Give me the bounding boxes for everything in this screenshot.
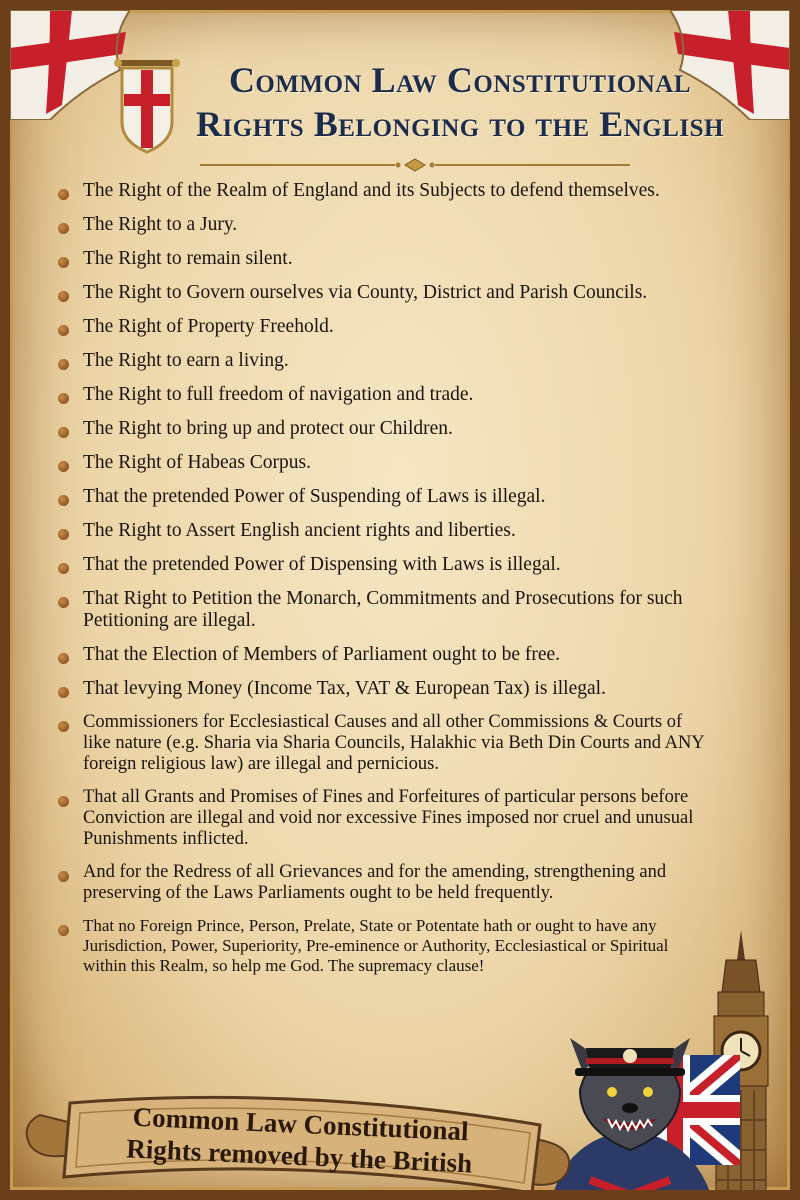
bullet-icon xyxy=(58,291,69,302)
bullet-icon xyxy=(58,796,69,807)
list-item xyxy=(54,282,754,304)
footer-banner-line-2: Rights removed by the British xyxy=(125,1133,473,1179)
right-text: That no Foreign Prince, Person, Prelate, State or Potentate hath or ought to have any Jurisdiction, Power, Superiority, Pre-eminence or Authority, Ecclesiastical or Spiritual within this Realm, so help me God. The supremacy clause! xyxy=(83,916,669,975)
footer-banner-line-1: Common Law Constitutional xyxy=(132,1101,470,1147)
bullet-icon xyxy=(58,393,69,404)
rights-list xyxy=(54,180,754,988)
list-item xyxy=(54,248,754,270)
right-text: The Right to bring up and protect our Children. xyxy=(83,418,453,439)
bullet-icon xyxy=(58,597,69,608)
right-text: The Right to earn a living. xyxy=(83,350,289,371)
right-text: That the pretended Power of Dispensing with Laws is illegal. xyxy=(83,554,561,575)
bullet-icon xyxy=(58,653,69,664)
title-line-1: Common Law Constitutional xyxy=(228,60,692,100)
list-item xyxy=(54,712,754,775)
page-title xyxy=(190,58,730,146)
bullet-icon xyxy=(58,529,69,540)
list-item xyxy=(54,350,754,372)
bullet-icon xyxy=(58,223,69,234)
right-text: The Right to Assert English ancient rights and liberties. xyxy=(83,520,516,541)
right-text: That all Grants and Promises of Fines and Forfeitures of particular persons before Conviction are illegal and void nor excessive Fines imposed nor cruel and unusual Punishments inflicted. xyxy=(83,787,694,849)
right-text: The Right of the Realm of England and its Subjects to defend themselves. xyxy=(83,180,660,201)
right-text: The Right of Habeas Corpus. xyxy=(83,452,312,473)
bullet-icon xyxy=(58,427,69,438)
right-text: Commissioners for Ecclesiastical Causes and all other Commissions & Courts of like nature (e.g. Sharia via Sharia Councils, Halakhic via Beth Din Courts and ANY foreign religious law) are illegal and pernicious. xyxy=(83,712,704,774)
list-item xyxy=(54,452,754,474)
right-text: That levying Money (Income Tax, VAT & European Tax) is illegal. xyxy=(83,678,606,699)
bullet-icon xyxy=(58,257,69,268)
bullet-icon xyxy=(58,461,69,472)
list-item xyxy=(54,916,754,976)
bullet-icon xyxy=(58,871,69,882)
list-item xyxy=(54,520,754,542)
right-text: The Right to full freedom of navigation and trade. xyxy=(83,384,474,405)
bullet-icon xyxy=(58,189,69,200)
bullet-icon xyxy=(58,325,69,336)
right-text: And for the Redress of all Grievances and for the amending, strengthening and preserving of the Laws Parliaments ought to be held frequently. xyxy=(83,862,667,903)
list-item xyxy=(54,644,754,666)
list-item xyxy=(54,486,754,508)
bullet-icon xyxy=(58,925,69,936)
right-text: The Right to remain silent. xyxy=(83,248,293,269)
right-text: That the Election of Members of Parliament ought to be free. xyxy=(83,644,561,665)
st-george-banner-icon xyxy=(114,56,180,156)
list-item xyxy=(54,787,754,850)
list-item xyxy=(54,554,754,576)
list-item xyxy=(54,384,754,406)
title-line-2: Rights Belonging to the English xyxy=(196,104,724,144)
list-item xyxy=(54,214,754,236)
st-george-flag-icon xyxy=(10,10,130,120)
right-text: The Right to Govern ourselves via County, District and Parish Councils. xyxy=(83,282,648,303)
list-item xyxy=(54,678,754,700)
list-item xyxy=(54,316,754,338)
right-text: That Right to Petition the Monarch, Commitments and Prosecutions for such Petitioning are illegal. xyxy=(83,588,683,631)
bullet-icon xyxy=(58,495,69,506)
list-item xyxy=(54,862,754,904)
list-item xyxy=(54,588,754,632)
ornament-divider-icon xyxy=(200,158,630,172)
list-item xyxy=(54,180,754,202)
list-item xyxy=(54,418,754,440)
bullet-icon xyxy=(58,563,69,574)
right-text: The Right of Property Freehold. xyxy=(83,316,334,337)
bullet-icon xyxy=(58,721,69,732)
right-text: The Right to a Jury. xyxy=(83,214,238,235)
bullet-icon xyxy=(58,359,69,370)
bullet-icon xyxy=(58,687,69,698)
right-text: That the pretended Power of Suspending of Laws is illegal. xyxy=(83,486,546,507)
